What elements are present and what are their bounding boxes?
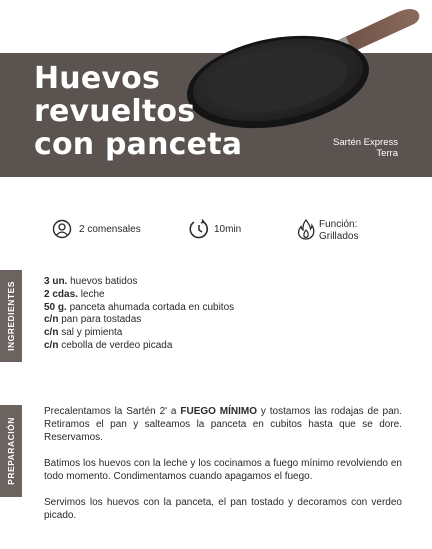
preparation-tab	[0, 405, 22, 497]
function-label	[319, 219, 358, 243]
step1-heat-level: FUEGO MÍNIMO	[180, 406, 258, 417]
ingredient-text: panceta ahumada cortada en cubitos	[69, 301, 235, 313]
function-label-line-2: Grillados	[319, 231, 359, 242]
preparation-step-1	[44, 405, 402, 444]
user-circle-icon	[52, 218, 72, 240]
ingredients-list	[44, 276, 234, 353]
product-name	[333, 137, 398, 159]
ingredient-item	[44, 276, 234, 289]
ingredient-qty: 3 un.	[44, 276, 68, 287]
ingredient-item	[44, 327, 234, 340]
flame-icon	[296, 218, 316, 240]
ingredient-item	[44, 289, 234, 302]
diners-label: 2 comensales	[79, 224, 141, 235]
ingredient-item	[44, 302, 234, 315]
ingredient-text: sal y pimienta	[61, 327, 123, 339]
preparation-steps	[44, 405, 402, 535]
recipe-title	[34, 62, 284, 161]
clock-icon	[189, 218, 209, 240]
ingredient-text: cebolla de verdeo picada	[61, 339, 173, 351]
ingredient-text: huevos batidos	[70, 276, 138, 287]
ingredient-qty: 50 g.	[44, 301, 67, 313]
preparation-step-3: Servimos los huevos con la panceta, el pan tostado y decoramos con verdeo picado.	[44, 497, 402, 521]
ingredient-qty: c/n	[44, 327, 59, 339]
step1-text-end: y tostamos las rodajas de pan. Retiramos el pan y salteamos la panceta en cubitos hasta que se dore. Reservamos.	[44, 406, 402, 443]
ingredient-text: leche	[80, 288, 105, 300]
function-label-line-1: Función:	[319, 219, 358, 230]
preparation-step-2: Batimos los huevos con la leche y los cocinamos a fuego mínimo revolviendo en todo momento. Condimentamos cuando apagamos el fuego.	[44, 458, 402, 482]
ingredient-qty: c/n	[44, 339, 59, 351]
ingredients-tab-label: INGREDIENTES	[6, 281, 16, 351]
product-line-2: Terra	[376, 148, 398, 159]
ingredient-item	[44, 314, 234, 327]
time-label: 10min	[214, 224, 242, 235]
product-line-1: Sartén Express	[333, 137, 398, 148]
ingredient-qty: c/n	[44, 314, 59, 326]
step1-text-start: Precalentamos la Sartén 2' a	[44, 406, 181, 417]
title-line-3: con panceta	[34, 127, 243, 162]
ingredient-item	[44, 340, 234, 353]
preparation-tab-label: PREPARACIÓN	[6, 417, 16, 485]
title-line-1: Huevos	[34, 61, 161, 96]
ingredient-qty: 2 cdas.	[44, 288, 78, 300]
ingredients-tab	[0, 270, 22, 362]
title-line-2: revueltos	[34, 94, 196, 129]
ingredient-text: pan para tostadas	[61, 314, 142, 326]
